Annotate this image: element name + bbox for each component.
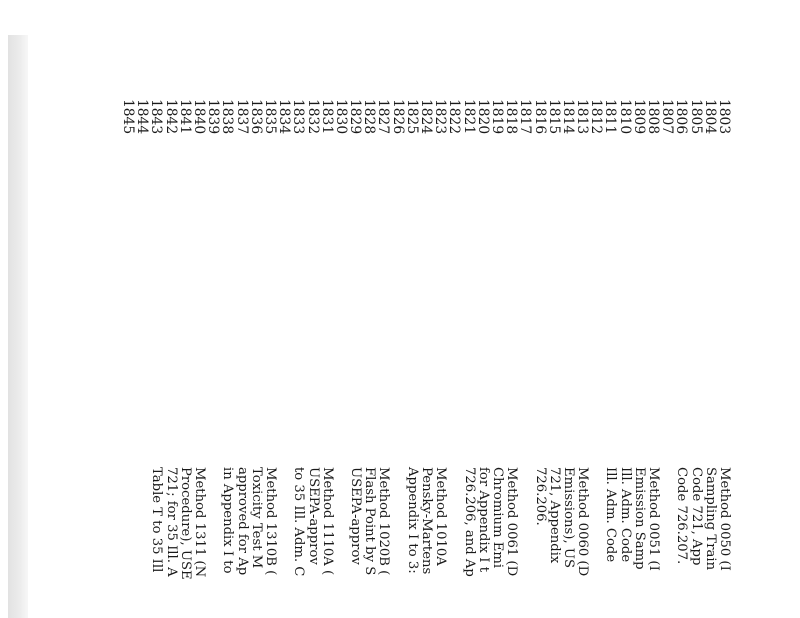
text-line: Appendix I to 3: [404, 467, 420, 574]
line-number: 1843 [148, 99, 165, 135]
text-line: USEPA-approv [305, 467, 321, 565]
text-line [518, 467, 532, 580]
text-line: in Appendix I to [220, 467, 236, 574]
text-line: Pensky-Martens [419, 467, 435, 575]
line-number-column [121, 99, 731, 134]
line-number: 1814 [559, 99, 576, 135]
line-number: 1845 [120, 99, 137, 135]
text-line: Method 1020B ( [376, 467, 392, 576]
line-number: 1804 [701, 99, 718, 135]
text-line: for Appendix I t [475, 467, 491, 573]
line-number: 1815 [545, 99, 562, 135]
text-line: 726.206, and Ap [461, 467, 477, 577]
text-line: Method 1311 (N [192, 467, 208, 578]
text-line [660, 467, 674, 580]
line-number: 1828 [361, 99, 378, 135]
line-number: 1827 [375, 99, 392, 135]
text-line: approved for Ap [234, 467, 250, 576]
text-line: Chromium Emi [490, 467, 505, 569]
line-number: 1842 [162, 99, 179, 135]
line-number: 1829 [347, 99, 364, 135]
line-number: 1822 [446, 99, 463, 135]
line-number: 1812 [588, 99, 605, 135]
scan-shadow [8, 35, 28, 618]
text-line [334, 467, 348, 580]
text-line: 721; for 35 Ill. A [163, 467, 179, 577]
line-number: 1819 [489, 99, 505, 135]
text-line [277, 467, 291, 580]
text-line: to 35 Ill. Adm. C [291, 467, 307, 577]
text-line: Method 0061 (D [504, 467, 520, 577]
line-number: 1805 [687, 99, 704, 135]
body-text-column [149, 467, 731, 580]
text-line: Ill. Adm. Code [603, 467, 619, 563]
line-number: 1831 [318, 99, 335, 135]
text-line: Method 1310B ( [263, 467, 278, 576]
text-line: Method 0050 (I [717, 467, 732, 571]
line-number: 1806 [673, 99, 690, 135]
line-number: 1837 [233, 99, 250, 135]
text-line [447, 467, 461, 580]
text-line: Method 0051 (I [646, 467, 662, 571]
text-line: Ill. Adm. Code [617, 467, 633, 563]
text-line: 726.206. [532, 467, 548, 526]
line-number: 1824 [418, 99, 435, 135]
text-line: Code 721, App [688, 467, 704, 566]
line-number: 1803 [716, 99, 732, 135]
line-number: 1838 [219, 99, 236, 135]
line-number: 1807 [659, 99, 676, 135]
line-number: 1830 [332, 99, 349, 135]
text-line [589, 467, 603, 580]
line-number: 1811 [602, 99, 619, 135]
line-number: 1823 [432, 99, 449, 135]
line-number: 1833 [290, 99, 307, 135]
text-line: Procedure), USE [177, 467, 193, 580]
line-number: 1834 [276, 99, 293, 135]
line-number: 1816 [531, 99, 548, 135]
text-line: Flash Point by S [362, 467, 378, 576]
text-line: Method 1010A [433, 467, 449, 566]
text-line: Sampling Train [702, 467, 718, 571]
line-number: 1839 [205, 99, 222, 135]
text-line: Method 1110A ( [319, 467, 335, 576]
text-line: Toxicity Test M [248, 467, 264, 569]
line-number: 1810 [616, 99, 633, 135]
text-line: Method 0060 (D [575, 467, 591, 577]
text-line: Table T to 35 Ill [149, 467, 165, 573]
text-line: USEPA-approv [348, 467, 364, 565]
text-line: Emissions), US [560, 467, 576, 568]
line-number: 1821 [460, 99, 477, 135]
line-number: 1825 [403, 99, 420, 135]
line-number: 1820 [474, 99, 491, 135]
text-line: Code 726.207. [674, 467, 690, 565]
line-number: 1808 [645, 99, 662, 135]
line-number: 1840 [191, 99, 208, 135]
line-number: 1817 [517, 99, 534, 135]
line-number: 1818 [503, 99, 520, 135]
text-line: 721, Appendix [546, 467, 562, 564]
line-number: 1836 [247, 99, 264, 135]
line-number: 1832 [304, 99, 321, 135]
text-line [206, 467, 220, 580]
line-number: 1813 [574, 99, 591, 135]
line-number: 1841 [176, 99, 193, 135]
text-line: Emission Samp [631, 467, 647, 570]
text-line [391, 467, 405, 580]
line-number: 1835 [262, 99, 278, 135]
line-number: 1826 [389, 99, 406, 135]
line-number: 1844 [134, 99, 151, 135]
line-number: 1809 [630, 99, 647, 135]
